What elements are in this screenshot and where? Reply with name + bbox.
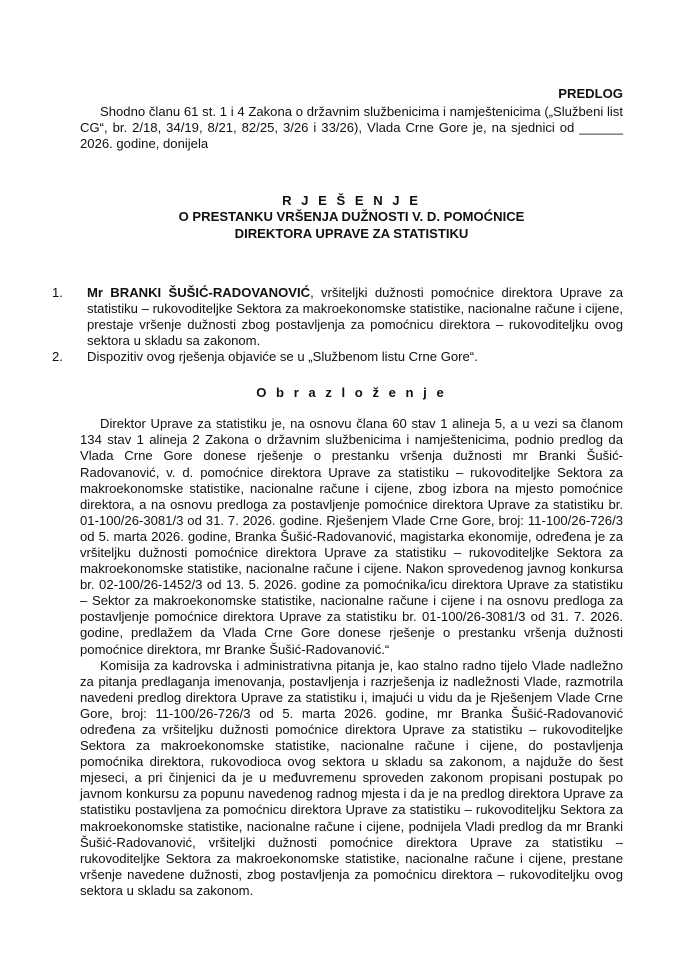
item-text: , vršiteljki dužnosti pomoćnice direktora Uprave za statistiku – rukovoditeljke Sektora za makroekonomske statistike, nacionalne račune i cijene, prestaje vršenje dužnosti zbog postavljenja za pomoćnicu direktora – rukovoditeljku ovog sektora u skladu sa zakonom. — [87, 284, 624, 348]
decision-title-word: R J E Š E N J E — [282, 193, 421, 209]
item-text: Dispozitiv ovog rješenja objaviće se u „Službenom listu Crne Gore“. — [87, 349, 478, 365]
item-bold-name: Mr BRANKI ŠUŠIĆ-RADOVANOVIĆ — [87, 284, 311, 300]
decision-item-2 — [52, 349, 623, 365]
explanation-paragraph-1: Direktor Uprave za statistiku je, na osnovu člana 60 stav 1 alineja 5, a u vezi sa članom 134 stav 1 alineja 2 Zakona o državnim službenicima i namještenicima, podnio predlog da Vlada Crne Gore donese rješenje o prestanku vršenja dužnosti mr Branki Šušić-Radovanović, v. d. pomoćnice direktora Uprave za statistiku – rukovoditeljke Sektora za makroekonomske statistike, nacionalne račune i cijene, zbog izbora na mjesto pomoćnice direktora, a na osnovu predloga za postavljenje pomoćnice direktora Uprave za statistiku br. 01-100/26-3081/3 od 31. 7. 2026. godine. Rješenjem Vlade Crne Gore, broj: 11-100/26-726/3 od 5. marta 2026. godine, Branka Šušić-Radovanović, magistarka ekonomije, određena je za vršiteljku dužnosti pomoćnice direktora Uprave za statistiku – rukovoditeljke Sektora za makroekonomske statistike, nacionalne račune i cijene. Nakon sprovedenog javnog konkursa br. 02-100/26-1452/3 od 13. 5. 2026. godine za pomoćnika/icu direktora Uprave za statistiku – Sektor za makroekonomske statistike, nacionalne račune i cijene i na osnovu predloga za postavljenje pomoćnice direktora Uprave za statistiku br. 01-100/26-3081/3 od 31. 7. 2026. godine, predlažem da Vlada Crne Gore donese rješenje o prestanku vršenja dužnosti pomoćnice direktora, mr Branke Šušić-Radovanović.“ — [80, 416, 623, 657]
decision-items — [52, 284, 624, 365]
decision-title-line1: O PRESTANKU VRŠENJA DUŽNOSTI V. D. POMOĆNICE — [178, 209, 525, 225]
decision-item-1 — [52, 284, 624, 349]
item-number: 2. — [52, 349, 63, 365]
item-number: 1. — [52, 284, 63, 300]
explanation-paragraph-2: Komisija za kadrovska i administrativna pitanja je, kao stalno radno tijelo Vlade nadležno za pitanja predlaganja imenovanja, postavljenja i razrješenja iz nadležnosti Vlade, razmotrila navedeni predlog direktora Uprave za statistiku i, imajući u vidu da je Rješenjem Vlade Crne Gore, broj: 11-100/26-726/3 od 5. marta 2026. godine, mr Branka Šušić-Radovanović određena za vršiteljku dužnosti pomoćnice direktora Uprave za statistiku – rukovoditeljke Sektora za makroekonomske statistike, nacionalne račune i cijene, do postavljenja pomoćnika direktora, rukovodioca ovog sektora u skladu sa zakonom, a najduže do šest mjeseci, a pri činjenici da je u međuvremenu sproveden zakonom propisani postupak po javnom konkursu za popunu navedenog radnog mjesta i da je na predlog direktora Uprave za statistiku postavljena za pomoćnicu direktora Uprave za statistiku – rukovoditeljku Sektora za makroekonomske statistike, nacionalne račune i cijene, podnijela Vladi predlog da mr Branki Šušić-Radovanović, vršiteljki dužnosti pomoćnice direktora Uprave za statistiku – rukovoditeljke Sektora za makroekonomske statistike, nacionalne račune i cijene, prestane vršenje navedene dužnosti, zbog postavljenja za pomoćnicu direktora – rukovoditeljku ovog sektora u skladu sa zakonom. — [80, 657, 623, 898]
explanation-heading: O b r a z l o ž e n j e — [256, 385, 447, 401]
document-label: PREDLOG — [558, 86, 623, 101]
intro-paragraph: Shodno članu 61 st. 1 i 4 Zakona o državnim službenicima i namještenicima („Službeni list CG“, br. 2/18, 34/19, 8/21, 82/25, 3/26 i 33/26), Vlada Crne Gore je, na sjednici od ______ 2026. godine, donijela — [80, 104, 623, 152]
decision-title-line2: DIREKTORA UPRAVE ZA STATISTIKU — [234, 225, 469, 241]
decision-heading — [80, 193, 623, 241]
